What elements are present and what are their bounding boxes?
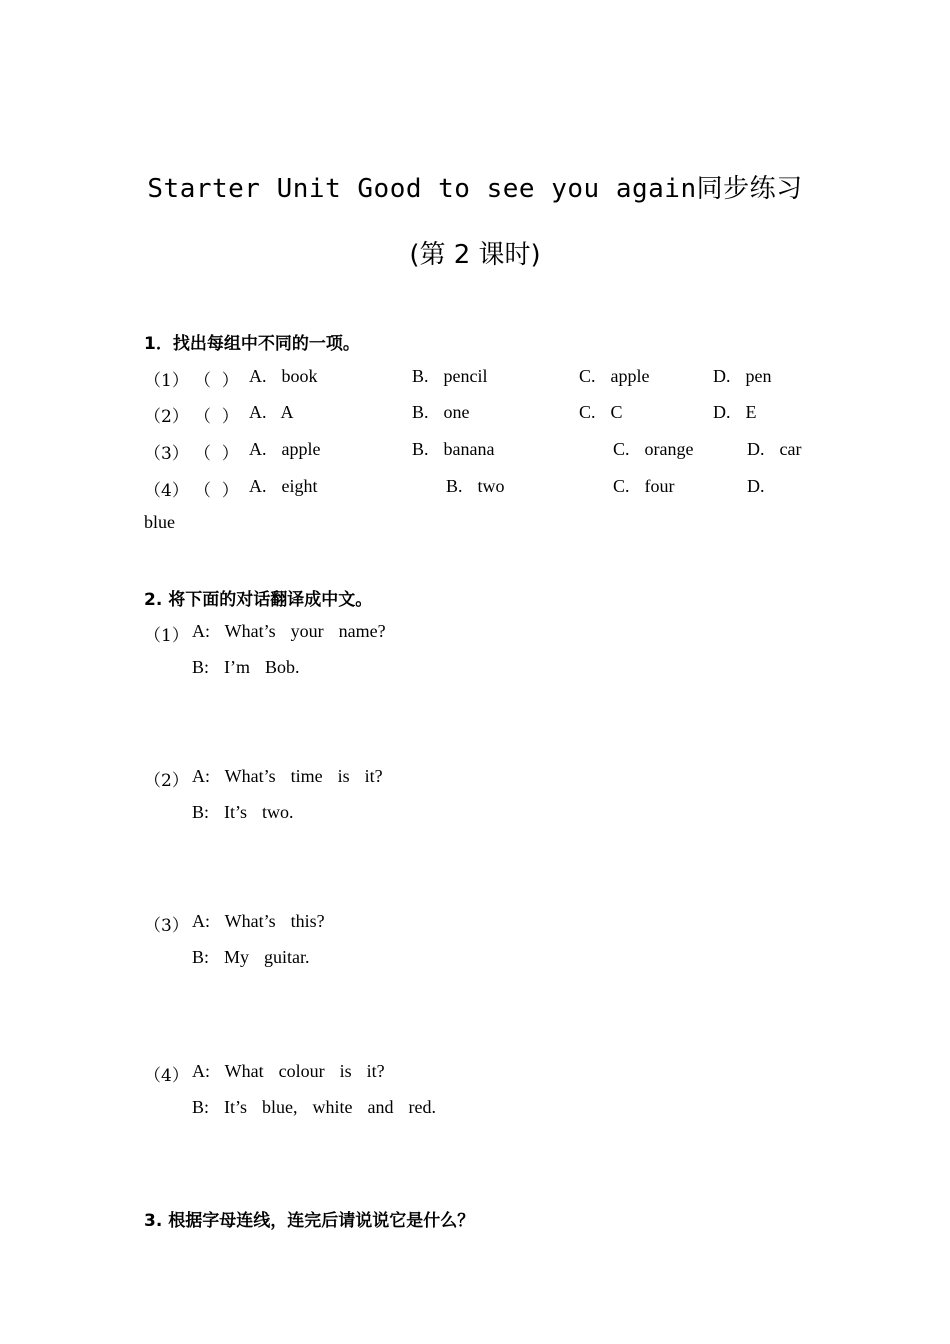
question-number: （2） [144,407,189,427]
option-c: C. apple [579,366,650,386]
section-2-heading: 2. 将下面的对话翻译成中文。 [144,590,373,610]
dialog-line-b: B: It’s two. [192,802,294,822]
option-d: D. [747,476,765,496]
dialog-line-a: A: What’s your name? [192,621,386,641]
question-number: （4） [144,481,189,501]
answer-bracket[interactable]: （ ） [194,371,239,391]
section-1-heading: 1．找出每组中不同的一项。 [144,334,360,354]
option-c: C. four [613,476,675,496]
option-b: B. banana [412,439,495,459]
answer-bracket[interactable]: （ ） [194,481,239,501]
option-a: A. apple [249,439,321,459]
dialog-number: （2） [144,771,189,791]
option-c: C. orange [613,439,694,459]
dialog-line-a: A: What’s this? [192,911,325,931]
option-a: A. eight [249,476,318,496]
question-number: （3） [144,444,189,464]
dialog-line-a: A: What colour is it? [192,1061,385,1081]
option-b: B. two [446,476,505,496]
dialog-number: （4） [144,1066,189,1086]
dialog-line-a: A: What’s time is it? [192,766,383,786]
dialog-line-b: B: I’m Bob. [192,657,300,677]
page-title: Starter Unit Good to see you again同步练习 [147,174,803,204]
section-3-heading: 3. 根据字母连线，连完后请说说它是什么？ [144,1211,475,1231]
answer-bracket[interactable]: （ ） [194,407,239,427]
dialog-number: （1） [144,626,189,646]
option-b: B. one [412,402,470,422]
option-a: A. A [249,402,294,422]
question-number: （1） [144,371,189,391]
page-subtitle: (第 2 课时) [409,240,541,270]
option-d: D. E [713,402,757,422]
option-c: C. C [579,402,623,422]
dialog-line-b: B: My guitar. [192,947,310,967]
option-b: B. pencil [412,366,488,386]
option-d: D. pen [713,366,772,386]
option-a: A. book [249,366,318,386]
dialog-line-b: B: It’s blue, white and red. [192,1097,436,1117]
answer-bracket[interactable]: （ ） [194,444,239,464]
dialog-number: （3） [144,916,189,936]
option-d: D. car [747,439,802,459]
option-d-wrap: blue [144,512,175,532]
